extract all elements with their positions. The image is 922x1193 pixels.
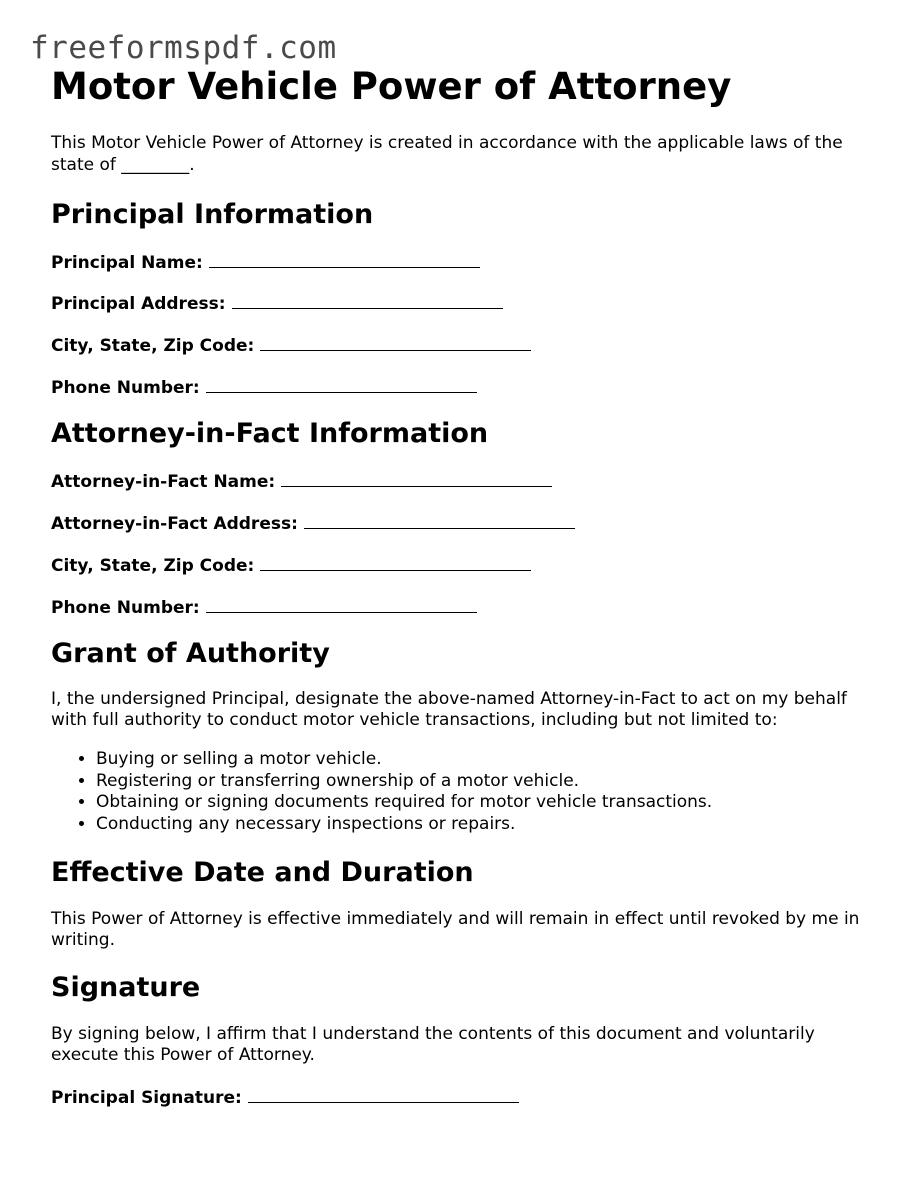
attorney-city-label: City, State, Zip Code: [51,556,255,576]
principal-name-field [51,250,871,274]
principal-phone-label: Phone Number: [51,378,200,398]
document-page [51,62,871,1109]
attorney-name-label: Attorney-in-Fact Name: [51,472,276,492]
list-item: • Buying or selling a motor vehicle. [96,749,871,771]
principal-signature-label: Principal Signature: [51,1087,242,1108]
attorney-phone-label: Phone Number: [51,598,200,618]
attorney-name-input[interactable] [281,469,552,487]
document-title: Motor Vehicle Power of Attorney [51,65,732,108]
attorney-address-input[interactable] [304,511,575,529]
attorney-phone-field [51,595,871,619]
list-item: • Obtaining or signing documents required for motor vehicle transactions. [96,792,871,814]
list-item: • Registering or transferring ownership of a motor vehicle. [96,771,871,793]
principal-name-input[interactable] [209,250,480,268]
intro-paragraph: This Motor Vehicle Power of Attorney is created in accordance with the applicable laws of the state of ________. [51,133,843,175]
watermark-text: freeformspdf.com [30,30,337,66]
principal-city-field [51,333,871,357]
signature-paragraph: By signing below, I affirm that I understand the contents of this document and voluntarily execute this Power of Attorney. [51,1023,815,1065]
principal-city-input[interactable] [260,333,531,351]
attorney-address-field [51,511,871,535]
principal-phone-input[interactable] [206,375,477,393]
principal-signature-field [51,1085,871,1109]
principal-heading: Principal Information [51,199,374,230]
authority-list [51,749,871,836]
attorney-phone-input[interactable] [206,595,477,613]
attorney-name-field [51,469,871,493]
principal-address-input[interactable] [232,291,503,309]
principal-address-field [51,291,871,315]
duration-heading: Effective Date and Duration [51,856,474,888]
authority-heading: Grant of Authority [51,638,330,669]
attorney-heading: Attorney-in-Fact Information [51,418,489,449]
principal-city-label: City, State, Zip Code: [51,336,255,356]
signature-heading: Signature [51,971,201,1003]
principal-name-label: Principal Name: [51,253,203,273]
attorney-city-field [51,553,871,577]
principal-signature-input[interactable] [248,1085,519,1103]
principal-phone-field [51,375,871,399]
authority-paragraph: I, the undersigned Principal, designate the above-named Attorney-in-Fact to act on my behalf with full authority to conduct motor vehicle transactions, including but not limited to: [51,689,847,730]
principal-address-label: Principal Address: [51,294,226,314]
attorney-city-input[interactable] [260,553,531,571]
list-item: • Conducting any necessary inspections or repairs. [96,814,871,836]
attorney-address-label: Attorney-in-Fact Address: [51,514,298,534]
duration-paragraph: This Power of Attorney is effective immediately and will remain in effect until revoked by me in writing. [51,908,860,950]
